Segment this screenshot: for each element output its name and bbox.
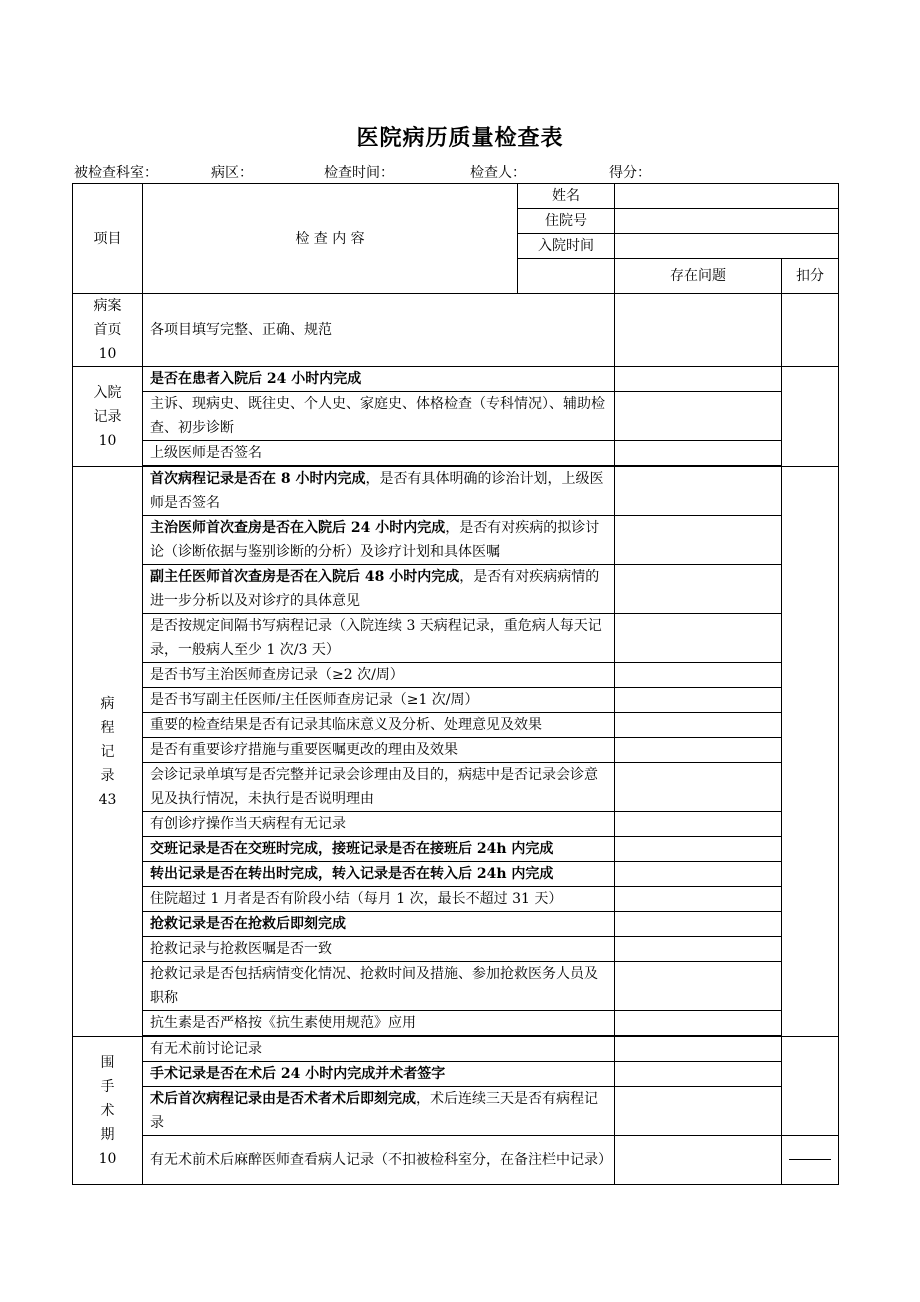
issue-cell[interactable] (615, 962, 782, 1011)
section-admission: 入院 记录 10 (73, 367, 143, 467)
deduct-cell[interactable] (782, 294, 839, 367)
issue-cell[interactable] (615, 467, 782, 516)
header-deduct: 扣分 (782, 259, 839, 294)
row-preop-discussion: 有无术前讨论记录 (143, 1037, 615, 1062)
time-label: 检查时间： (324, 165, 394, 181)
row-rescue-timing: 抢救记录是否在抢救后即刻完成 (143, 912, 615, 937)
row-attending-record: 是否书写主治医师查房记录（≥2 次/周） (143, 663, 615, 688)
name-value[interactable] (615, 184, 839, 209)
issue-cell[interactable] (615, 738, 782, 763)
header-item: 项目 (73, 184, 143, 294)
page-title: 医院病历质量检查表 (356, 125, 564, 151)
header-name: 姓名 (518, 184, 615, 209)
issue-cell[interactable] (615, 1037, 782, 1062)
section-perioperative: 围 手 术 期 10 (73, 1037, 143, 1185)
dept-label: 被检查科室： (74, 165, 158, 181)
issue-cell[interactable] (615, 763, 782, 812)
row-chief-record: 是否书写副主任医师/主任医师查房记录（≥1 次/周） (143, 688, 615, 713)
row-shift-handover: 交班记录是否在交班时完成，接班记录是否在接班后 24h 内完成 (143, 837, 615, 862)
row-important-measures: 是否有重要诊疗措施与重要医嘱更改的理由及效果 (143, 738, 615, 763)
issue-cell[interactable] (615, 912, 782, 937)
inspection-table (72, 183, 839, 1185)
inspector-label: 检查人： (470, 165, 526, 181)
deduct-cell[interactable] (782, 1037, 839, 1136)
header-admission-time: 入院时间 (518, 234, 615, 259)
issue-cell[interactable] (615, 565, 782, 614)
row-first-progress: 首次病程记录是否在 8 小时内完成，是否有具体明确的诊治计划，上级医师是否签名 (143, 467, 615, 516)
header-admission-no: 住院号 (518, 209, 615, 234)
issue-cell[interactable] (615, 713, 782, 738)
issue-cell[interactable] (615, 392, 782, 441)
header-content: 检 查 内 容 (143, 184, 518, 294)
issue-cell[interactable] (615, 887, 782, 912)
deduct-cell[interactable] (782, 467, 839, 1037)
form-meta (74, 162, 838, 182)
section-homepage: 病案 首页 10 (73, 294, 143, 367)
issue-cell[interactable] (615, 663, 782, 688)
row-invasive-procedure: 有创诊疗操作当天病程有无记录 (143, 812, 615, 837)
row-surgery-record: 手术记录是否在术后 24 小时内完成并术者签字 (143, 1062, 615, 1087)
row-anesthesia-visit: 有无术前术后麻醉医师查看病人记录（不扣被检科室分，在备注栏中记录） (143, 1136, 615, 1185)
row-consultation: 会诊记录单填写是否完整并记录会诊理由及目的，病痣中是否记录会诊意见及执行情况，未执行是否说明理由 (143, 763, 615, 812)
row-exam-results: 重要的检查结果是否有记录其临床意义及分析、处理意见及效果 (143, 713, 615, 738)
issue-cell[interactable] (615, 441, 782, 466)
row-stage-summary: 住院超过 1 月者是否有阶段小结（每月 1 次，最长不超过 31 天） (143, 887, 615, 912)
row-antibiotics: 抗生素是否严格按《抗生素使用规范》应用 (143, 1011, 615, 1036)
row-postop-progress: 术后首次病程记录由是否术者术后即刻完成，术后连续三天是否有病程记录 (143, 1087, 615, 1136)
issue-cell[interactable] (615, 862, 782, 887)
admission-no-value[interactable] (615, 209, 839, 234)
issue-cell[interactable] (615, 837, 782, 862)
header-issues: 存在问题 (615, 259, 782, 294)
row-admission-items: 主诉、现病史、既往史、个人史、家庭史、体格检查（专科情况）、辅助检查、初步诊断 (143, 392, 615, 441)
row-admission-signature: 上级医师是否签名 (143, 441, 615, 466)
issue-cell[interactable] (615, 614, 782, 663)
row-admission-24h: 是否在患者入院后 24 小时内完成 (143, 367, 615, 392)
issue-cell[interactable] (615, 688, 782, 713)
issue-cell[interactable] (615, 1136, 782, 1185)
row-transfer: 转出记录是否在转出时完成，转入记录是否在转入后 24h 内完成 (143, 862, 615, 887)
section-progress-notes: 病 程 记 录 43 (73, 467, 143, 1037)
row-attending-rounds: 主治医师首次查房是否在入院后 24 小时内完成，是否有对疾病的拟诊讨论（诊断依据与鉴别诊断的分析）及诊疗计划和具体医嘱 (143, 516, 615, 565)
deduct-cell[interactable] (782, 367, 839, 467)
score-label: 得分： (609, 165, 651, 181)
row-rescue-content: 抢救记录是否包括病情变化情况、抢救时间及措施、参加抢救医务人员及职称 (143, 962, 615, 1011)
issue-cell[interactable] (615, 1087, 782, 1136)
issue-cell[interactable] (615, 812, 782, 837)
issue-cell[interactable] (615, 1062, 782, 1087)
issue-cell[interactable] (615, 516, 782, 565)
admission-time-value[interactable] (615, 234, 839, 259)
row-rescue-consistency: 抢救记录与抢救医嘱是否一致 (143, 937, 615, 962)
issue-cell[interactable] (615, 1011, 782, 1036)
row-progress-interval: 是否按规定间隔书写病程记录（入院连续 3 天病程记录，重危病人每天记录，一般病人至少 1 次/3 天） (143, 614, 615, 663)
ward-label: 病区： (211, 165, 253, 181)
issue-cell[interactable] (615, 294, 782, 367)
issue-cell[interactable] (615, 367, 782, 392)
row-associate-rounds: 副主任医师首次查房是否在入院后 48 小时内完成，是否有对疾病病情的进一步分析以及对诊疗的具体意见 (143, 565, 615, 614)
header-blank (518, 259, 615, 294)
row-homepage-complete: 各项目填写完整、正确、规范 (143, 294, 615, 367)
deduct-cell[interactable] (782, 1136, 839, 1185)
issue-cell[interactable] (615, 937, 782, 962)
